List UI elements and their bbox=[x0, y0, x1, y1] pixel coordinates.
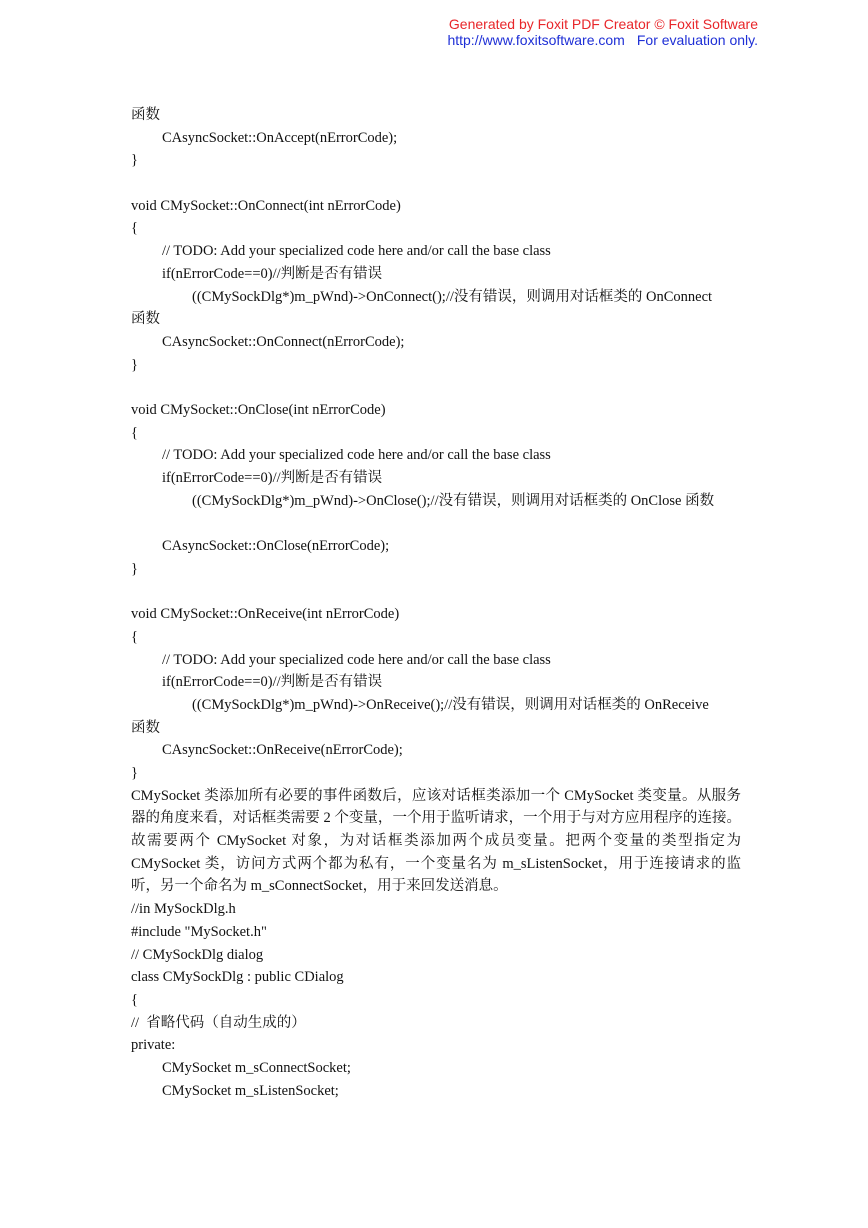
code-line: 函数 bbox=[131, 719, 160, 736]
code-line bbox=[131, 580, 741, 603]
code-line bbox=[131, 376, 741, 399]
code-line: // TODO: Add your specialized code here and/or call the base class bbox=[162, 651, 551, 668]
watermark-note: For evaluation only. bbox=[636, 32, 758, 48]
watermark-line1: Generated by Foxit PDF Creator © Foxit Software bbox=[448, 16, 758, 32]
code-line bbox=[131, 512, 741, 535]
code-line: //in MySockDlg.h bbox=[131, 901, 236, 918]
code-line: #include "MySocket.h" bbox=[131, 923, 267, 940]
code-line: void CMySocket::OnConnect(int nErrorCode) bbox=[131, 197, 401, 214]
code-line: CMySocket m_sListenSocket; bbox=[162, 1082, 339, 1099]
code-line: ((CMySockDlg*)m_pWnd)->OnClose();//没有错误，则调用对话框类的 OnClose 函数 bbox=[192, 492, 715, 509]
code-line: CMySocket m_sConnectSocket; bbox=[162, 1059, 351, 1076]
code-line: // 省略代码（自动生成的） bbox=[131, 1014, 306, 1031]
code-line: // TODO: Add your specialized code here and/or call the base class bbox=[162, 447, 551, 464]
code-block-1 bbox=[131, 104, 741, 785]
code-line: { bbox=[131, 424, 138, 441]
code-line: private: bbox=[131, 1037, 176, 1054]
code-line: { bbox=[131, 628, 138, 645]
code-line bbox=[131, 172, 741, 195]
code-line: void CMySocket::OnReceive(int nErrorCode) bbox=[131, 606, 400, 623]
code-line: { bbox=[131, 220, 138, 237]
code-line: if(nErrorCode==0)//判断是否有错误 bbox=[162, 674, 383, 691]
code-line: } bbox=[131, 560, 138, 577]
code-line: ((CMySockDlg*)m_pWnd)->OnConnect();//没有错误，则调用对话框类的 OnConnect bbox=[192, 288, 713, 305]
code-line: CAsyncSocket::OnClose(nErrorCode); bbox=[162, 538, 390, 555]
body-paragraph: CMySocket 类添加所有必要的事件函数后，应该对话框类添加一个 CMySocket 类变量。从服务器的角度来看，对话框类需要 2 个变量，一个用于监听请求，一个用于与对方应用程序的连接。故需要两个 CMySocket 对象，为对话框类添加两个成员变量。把两个变量的类型指定为 CMySocket 类，访问方式两个都为私有，一个变量名为 m_sListenSocket，用于连接请求的监听，另一个命名为 m_sConnectSocket，用于来回发送消息。 bbox=[131, 787, 741, 895]
code-line: ((CMySockDlg*)m_pWnd)->OnReceive();//没有错误，则调用对话框类的 OnReceive bbox=[192, 696, 709, 713]
code-line: if(nErrorCode==0)//判断是否有错误 bbox=[162, 265, 383, 282]
code-line: CAsyncSocket::OnAccept(nErrorCode); bbox=[162, 129, 398, 146]
code-line: } bbox=[131, 356, 138, 373]
code-line: CAsyncSocket::OnConnect(nErrorCode); bbox=[162, 333, 405, 350]
foxit-watermark bbox=[447, 16, 758, 48]
code-line: class CMySockDlg : public CDialog bbox=[131, 969, 344, 986]
code-line: 函数 bbox=[131, 311, 160, 328]
code-line: void CMySocket::OnClose(int nErrorCode) bbox=[131, 401, 386, 418]
code-line: if(nErrorCode==0)//判断是否有错误 bbox=[162, 470, 383, 486]
watermark-line2 bbox=[447, 32, 758, 48]
code-line: // TODO: Add your specialized code here and/or call the base class bbox=[162, 243, 551, 260]
document-body bbox=[131, 104, 741, 1102]
code-line: CAsyncSocket::OnReceive(nErrorCode); bbox=[162, 742, 403, 759]
code-line: 函数 bbox=[131, 107, 160, 123]
code-block-2 bbox=[131, 898, 741, 1102]
code-line: } bbox=[131, 152, 138, 169]
code-line: { bbox=[131, 991, 138, 1008]
code-line: } bbox=[131, 764, 138, 781]
code-line: // CMySockDlg dialog bbox=[131, 946, 264, 963]
watermark-url: http://www.foxitsoftware.com bbox=[447, 32, 625, 48]
